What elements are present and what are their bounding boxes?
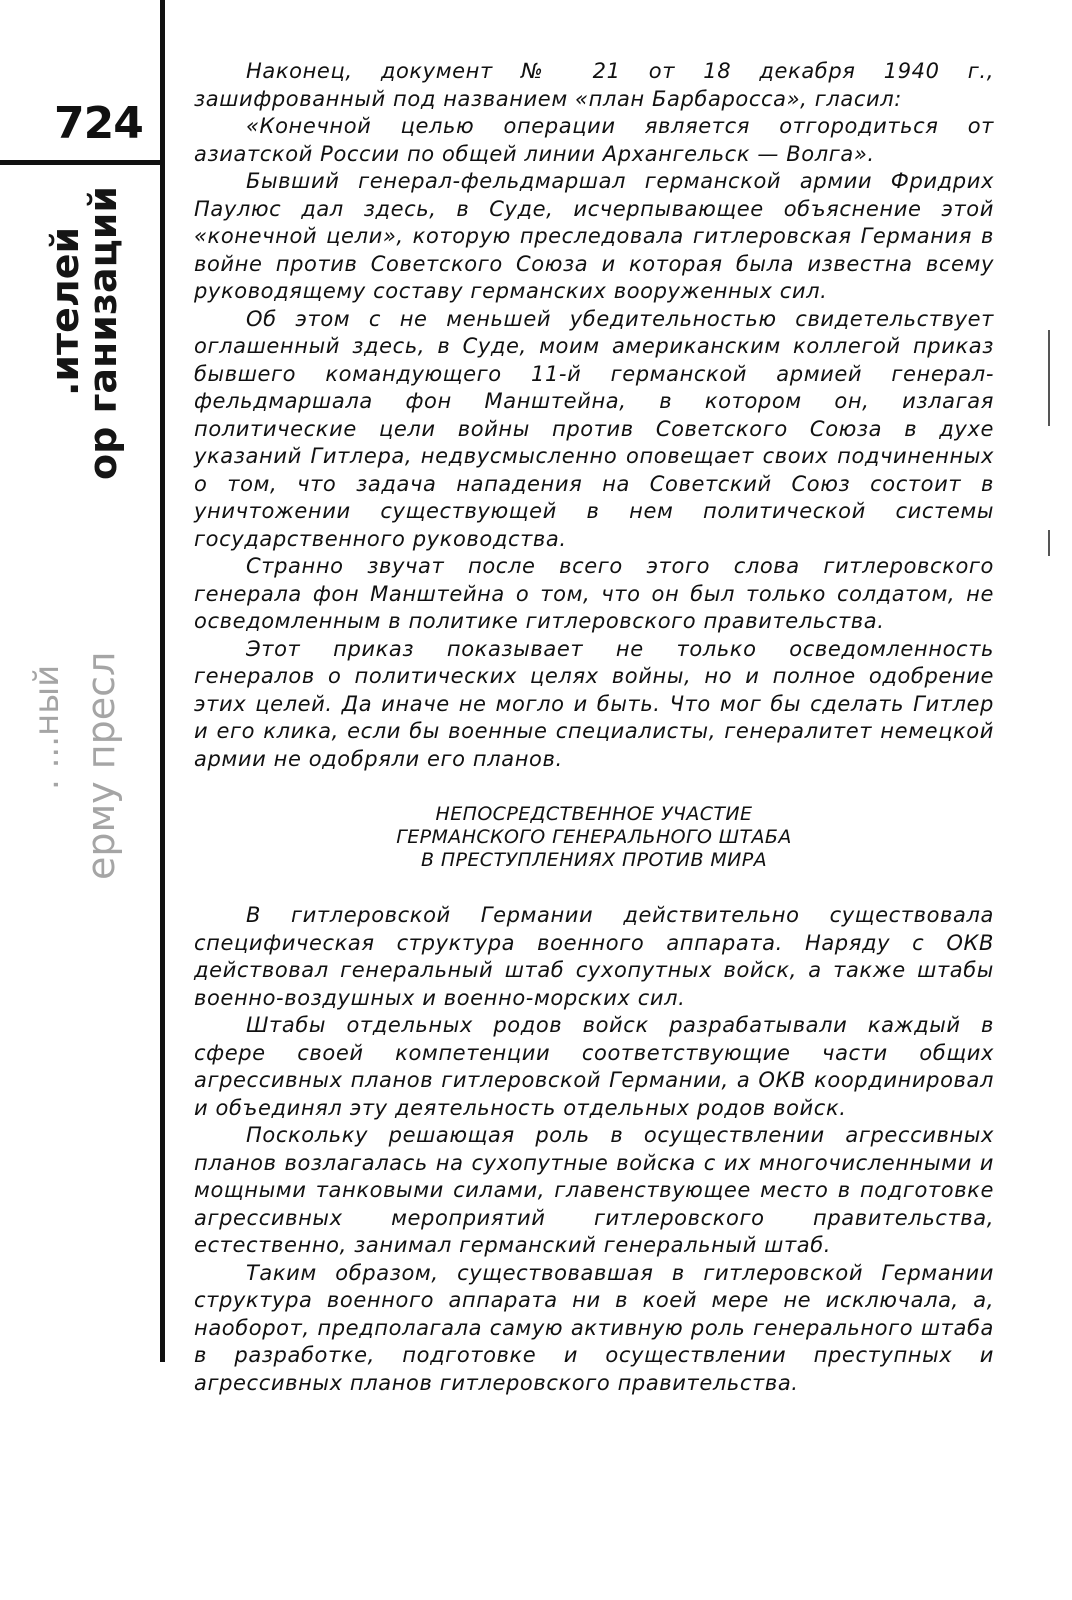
section-heading (194, 803, 994, 872)
section-heading-line: В ПРЕСТУПЛЕНИЯХ ПРОТИВ МИРА (420, 849, 768, 871)
margin-running-title-2: ор ганизаций (81, 185, 125, 480)
section-heading-line: НЕПОСРЕДСТВЕННОЕ УЧАСТИЕ (435, 803, 753, 825)
page-number: 724 (54, 98, 143, 149)
paragraph: Этот приказ показывает не только осведомленность генералов о политических целях войны, но и полное одобрение этих целей. Да иначе не могло и быть. Что мог бы сделать Гитлер и его клика, если бы военные специалисты, генералитет немецкой армии не одобряли его планов. (194, 636, 994, 771)
paragraph: Наконец, документ № 21 от 18 декабря 1940 г., зашифрованный под названием «план Барбаросса», гласил: (194, 59, 994, 111)
margin-faded-text-1: . ...ный (27, 664, 67, 790)
paragraph: «Конечной целью операции является отгородиться от азиатской России по общей линии Архангельск — Волга». (194, 114, 994, 166)
paragraph: Об этом с не меньшей убедительностью свидетельствует оглашенный здесь, в Суде, моим американским коллегой приказ бывшего командующего 11-й германской армией генерал-фельдмаршала фон Манштейна, в котором он, излагая политические цели войны против Советского Союза в духе указаний Гитлера, недвусмысленно оповещает своих подчиненных о том, что задача нападения на Советский Союз состоит в уничтожении существующей в нем политической системы государственного руководства. (194, 306, 994, 551)
paragraph: Таким образом, существовавшая в гитлеровской Германии структура военного аппарата ни в коей мере не исключала, а, наоборот, предполагала самую активную роль генерального штаба в разработке, подготовке и осуществлении преступных и агрессивных планов гитлеровского правительства. (194, 1260, 994, 1395)
margin-faded-text-2: ерму пресл (79, 651, 123, 880)
paragraph: В гитлеровской Германии действительно существовала специфическая структура военного аппарата. Наряду с ОКВ действовал генеральный штаб сухопутных войск, а также штабы военно-воздушных и военно-морских сил. (194, 903, 994, 1010)
edge-scan-mark (1048, 330, 1050, 426)
section-heading-line: ГЕРМАНСКОГО ГЕНЕРАЛЬНОГО ШТАБА (396, 826, 792, 848)
document-body (194, 58, 994, 1397)
margin-running-title-1: .ителей (43, 226, 87, 396)
paragraph: Штабы отдельных родов войск разрабатывали каждый в сфере своей компетенции соответствующие части общих агрессивных планов гитлеровской Германии, а ОКВ координировал и объединял эту деятельность отдельных родов войск. (194, 1013, 994, 1120)
page-number-rule (0, 160, 162, 165)
margin-vertical-rule (160, 0, 165, 1362)
paragraph: Поскольку решающая роль в осуществлении агрессивных планов возлагалась на сухопутные войска с их многочисленными и мощными танковыми силами, главенствующее место в подготовке агрессивных мероприятий гитлеровского правительства, естественно, занимал германский генеральный штаб. (194, 1123, 994, 1257)
paragraph: Бывший генерал-фельдмаршал германской армии Фридрих Паулюс дал здесь, в Суде, исчерпывающее объяснение этой «конечной цели», которую преследовала гитлеровская Германия в войне против Советского Союза и которая была известна всему руководящему составу германских вооруженных сил. (194, 169, 994, 303)
edge-scan-mark (1048, 530, 1050, 556)
paragraph: Странно звучат после всего этого слова гитлеровского генерала фон Манштейна о том, что он был только солдатом, не осведомленным в политике гитлеровского правительства. (194, 554, 994, 633)
